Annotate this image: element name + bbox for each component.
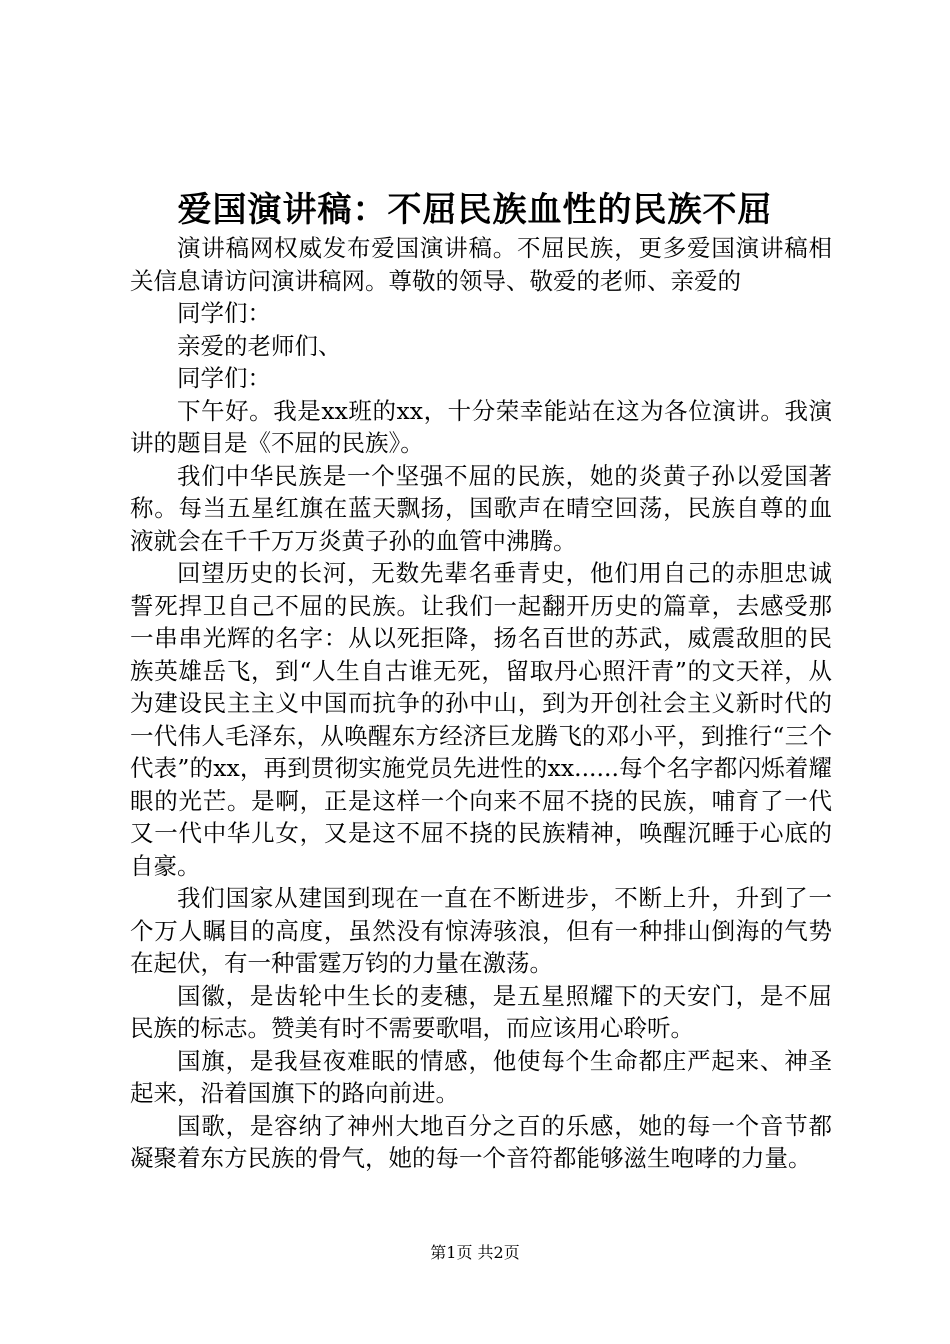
paragraph-greeting-2: 亲爱的老师们、: [177, 331, 342, 360]
paragraph-nation: 我们中华民族是一个坚强不屈的民族，她的炎黄子孙以爱国著称。每当五星红旗在蓝天飘扬，国歌声在晴空回荡，民族自尊的血液就会在千千万万炎黄子孙的血管中沸腾。: [130, 461, 832, 555]
paragraph-greeting-1: 同学们：: [177, 299, 271, 327]
paragraph-history: 回望历史的长河，无数先辈名垂青史，他们用自己的赤胆忠诚誓死捍卫自己不屈的民族。让我们一起翻开历史的篇章，去感受那一串串光辉的名字：从以死拒降，扬名百世的苏武，威震敌胆的民族英雄岳飞，到“人生自古谁无死，留取丹心照汗青”的文天祥，从为建设民主主义中国而抗争的孙中山，到为开创社会主义新时代的一代伟人毛泽东，从唤醒东方经济巨龙腾飞的邓小平，到推行“三个代表”的xx，再到贯彻实施党员先进性的xx......每个名字都闪烁着耀眼的光芒。是啊，正是这样一个向来不屈不挠的民族，哺育了一代又一代中华儿女，又是这不屈不挠的民族精神，唤醒沉睡于心底的自豪。: [130, 559, 832, 880]
paragraph-greeting-3: 同学们：: [177, 364, 271, 392]
paragraph-national-anthem: 国歌，是容纳了神州大地百分之百的乐感，她的每一个音节都凝聚着东方民族的骨气，她的每一个音符都能够滋生咆哮的力量。: [130, 1111, 832, 1172]
paragraph-progress: 我们国家从建国到现在一直在不断进步，不断上升，升到了一个万人瞩目的高度，虽然没有惊涛骇浪，但有一种排山倒海的气势在起伏，有一种雷霆万钧的力量在激荡。: [130, 884, 832, 977]
paragraph-intro: 演讲稿网权威发布爱国演讲稿。不屈民族，更多爱国演讲稿相关信息请访问演讲稿网。尊敬的领导、敬爱的老师、亲爱的: [130, 234, 832, 295]
document-body: [130, 232, 832, 1175]
paragraph-opening: 下午好。我是xx班的xx，十分荣幸能站在这为各位演讲。我演讲的题目是《不屈的民族》。: [130, 396, 832, 457]
paragraph-national-emblem: 国徽，是齿轮中生长的麦穗，是五星照耀下的天安门，是不屈民族的标志。赞美有时不需要歌唱，而应该用心聆听。: [130, 981, 832, 1042]
page-number-footer: 第1页 共2页: [430, 1243, 520, 1262]
document-title: 爱国演讲稿：不屈民族血性的民族不屈: [177, 190, 773, 230]
paragraph-national-flag: 国旗，是我昼夜难眠的情感，他使每个生命都庄严起来、神圣起来，沿着国旗下的路向前进。: [130, 1046, 832, 1107]
